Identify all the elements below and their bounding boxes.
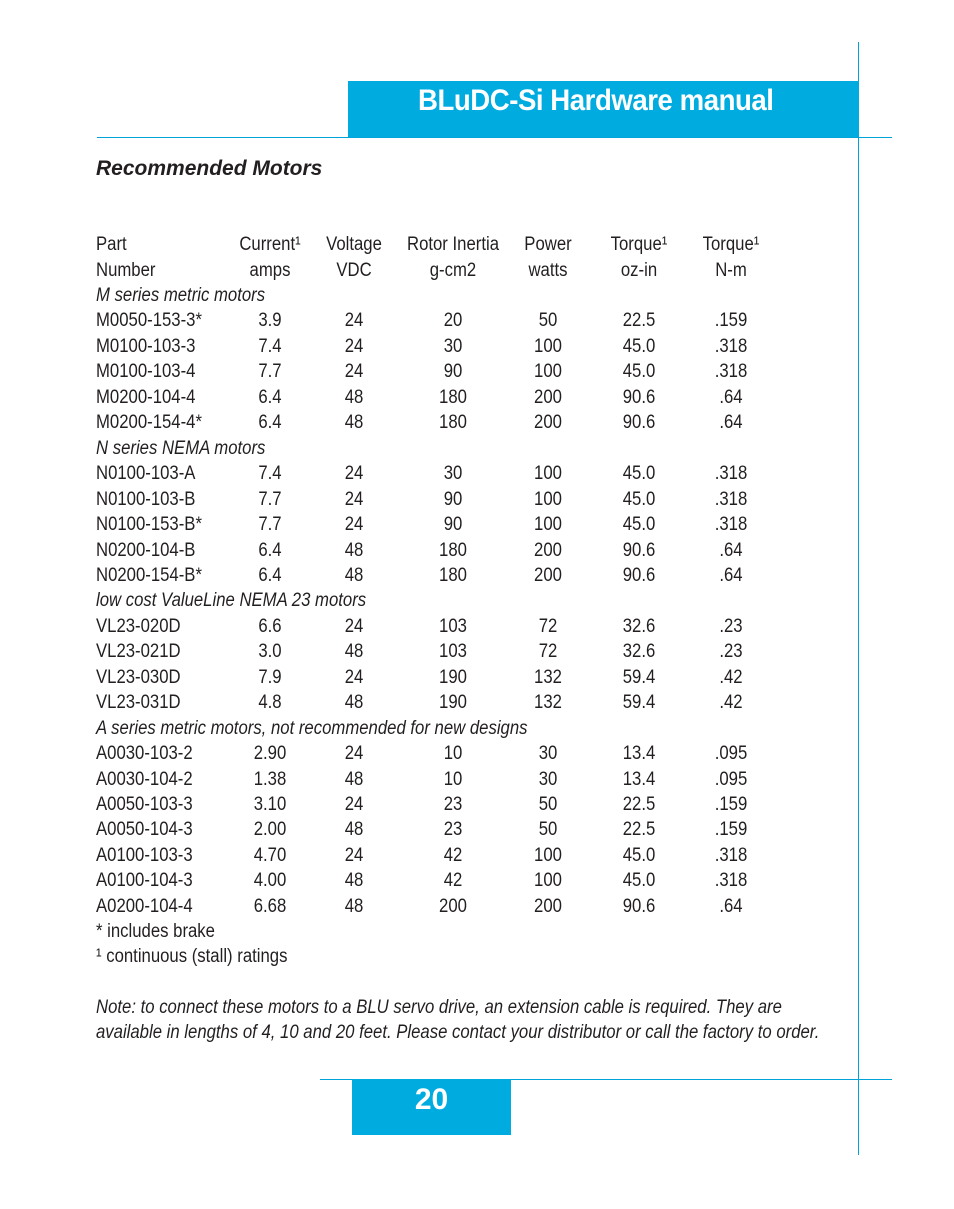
cell-part: A0050-104-3	[96, 819, 193, 840]
cell-torque-ozin: 45.0	[622, 870, 656, 891]
cell-torque-nm: .42	[719, 692, 743, 713]
cell-torque-ozin: 22.5	[622, 794, 656, 815]
group-label: low cost ValueLine NEMA 23 motors	[96, 590, 367, 611]
note-line-2: available in lengths of 4, 10 and 20 feet. Please contact your distributor or call the factory to order.	[96, 1022, 820, 1043]
cell-part: A0030-103-2	[96, 743, 193, 764]
column-header-torque-ozin-unit: oz-in	[620, 260, 658, 281]
cell-part: VL23-030D	[96, 667, 181, 688]
cell-current: 3.10	[253, 794, 287, 815]
cell-current: 6.4	[258, 412, 282, 433]
cell-torque-nm: .159	[714, 310, 748, 331]
cell-power: 100	[534, 870, 562, 891]
cell-torque-ozin: 13.4	[622, 743, 656, 764]
cell-power: 200	[534, 896, 562, 917]
cell-voltage: 48	[344, 641, 364, 662]
cell-power: 200	[534, 412, 562, 433]
cell-current: 4.8	[258, 692, 282, 713]
cell-torque-nm: .64	[719, 565, 743, 586]
cell-part: N0100-153-B*	[96, 514, 202, 535]
cell-power: 72	[538, 616, 558, 637]
cell-inertia: 23	[443, 794, 463, 815]
cell-part: VL23-031D	[96, 692, 181, 713]
cell-inertia: 90	[443, 514, 463, 535]
cell-torque-nm: .23	[719, 616, 743, 637]
cell-current: 6.68	[253, 896, 287, 917]
group-label: N series NEMA motors	[96, 438, 266, 459]
cell-part: M0100-103-3	[96, 336, 196, 357]
cell-voltage: 48	[344, 387, 364, 408]
cell-voltage: 24	[344, 794, 364, 815]
cell-inertia: 30	[443, 463, 463, 484]
cell-part: A0050-103-3	[96, 794, 193, 815]
group-label: M series metric motors	[96, 285, 266, 306]
cell-voltage: 48	[344, 896, 364, 917]
cell-inertia: 180	[439, 387, 467, 408]
cell-inertia: 103	[439, 616, 467, 637]
cell-part: N0200-104-B	[96, 540, 196, 561]
cell-inertia: 90	[443, 489, 463, 510]
column-header-voltage-unit: VDC	[336, 260, 372, 281]
cell-torque-nm: .64	[719, 540, 743, 561]
cell-torque-ozin: 45.0	[622, 514, 656, 535]
cell-power: 100	[534, 463, 562, 484]
cell-voltage: 24	[344, 616, 364, 637]
cell-torque-ozin: 59.4	[622, 667, 656, 688]
column-header-current-unit: amps	[249, 260, 291, 281]
cell-voltage: 24	[344, 743, 364, 764]
cell-power: 100	[534, 489, 562, 510]
cell-inertia: 30	[443, 336, 463, 357]
cell-current: 3.0	[258, 641, 282, 662]
cell-torque-ozin: 32.6	[622, 641, 656, 662]
cell-torque-nm: .318	[714, 361, 748, 382]
cell-torque-ozin: 45.0	[622, 489, 656, 510]
cell-current: 2.90	[253, 743, 287, 764]
cell-power: 100	[534, 845, 562, 866]
cell-inertia: 10	[443, 743, 463, 764]
cell-torque-nm: .64	[719, 387, 743, 408]
cell-inertia: 200	[439, 896, 467, 917]
cell-current: 4.00	[253, 870, 287, 891]
cell-part: VL23-021D	[96, 641, 181, 662]
cell-inertia: 180	[439, 412, 467, 433]
cell-power: 100	[534, 336, 562, 357]
cell-power: 100	[534, 514, 562, 535]
cell-current: 3.9	[258, 310, 282, 331]
cell-power: 200	[534, 565, 562, 586]
cell-current: 6.4	[258, 540, 282, 561]
cell-inertia: 42	[443, 845, 463, 866]
cell-torque-ozin: 45.0	[622, 463, 656, 484]
cell-inertia: 180	[439, 565, 467, 586]
cell-power: 100	[534, 361, 562, 382]
cell-torque-ozin: 45.0	[622, 361, 656, 382]
cell-power: 200	[534, 387, 562, 408]
cell-torque-nm: .318	[714, 514, 748, 535]
cell-torque-nm: .64	[719, 896, 743, 917]
cell-current: 4.70	[253, 845, 287, 866]
cell-current: 7.4	[258, 336, 282, 357]
cell-voltage: 48	[344, 819, 364, 840]
cell-part: A0200-104-4	[96, 896, 193, 917]
cell-torque-nm: .159	[714, 794, 748, 815]
column-header-inertia: Rotor Inertia	[406, 234, 499, 255]
cell-voltage: 24	[344, 310, 364, 331]
cell-part: A0100-103-3	[96, 845, 193, 866]
cell-current: 2.00	[253, 819, 287, 840]
cell-voltage: 24	[344, 463, 364, 484]
cell-power: 72	[538, 641, 558, 662]
cell-voltage: 24	[344, 361, 364, 382]
cell-torque-nm: .42	[719, 667, 743, 688]
cell-power: 132	[534, 692, 562, 713]
cell-torque-nm: .318	[714, 870, 748, 891]
cell-part: M0200-154-4*	[96, 412, 202, 433]
cell-inertia: 90	[443, 361, 463, 382]
column-header-torque-nm: Torque¹	[702, 234, 760, 255]
cell-torque-ozin: 90.6	[622, 540, 656, 561]
cell-voltage: 48	[344, 540, 364, 561]
cell-torque-ozin: 90.6	[622, 896, 656, 917]
cell-current: 7.9	[258, 667, 282, 688]
right-margin-rule	[858, 42, 859, 1155]
cell-current: 7.7	[258, 514, 282, 535]
cell-part: A0030-104-2	[96, 769, 193, 790]
cell-current: 6.4	[258, 565, 282, 586]
cell-current: 6.6	[258, 616, 282, 637]
cell-voltage: 48	[344, 692, 364, 713]
cell-inertia: 42	[443, 870, 463, 891]
cell-part: N0100-103-B	[96, 489, 196, 510]
column-header-torque-nm-unit: N-m	[715, 260, 747, 281]
column-header-voltage: Voltage	[326, 234, 382, 255]
page-title: BLuDC-Si Hardware manual	[418, 84, 774, 117]
cell-part: M0200-104-4	[96, 387, 196, 408]
cell-inertia: 23	[443, 819, 463, 840]
cell-torque-ozin: 32.6	[622, 616, 656, 637]
cell-current: 7.4	[258, 463, 282, 484]
cell-torque-ozin: 90.6	[622, 412, 656, 433]
cell-inertia: 20	[443, 310, 463, 331]
cell-inertia: 103	[439, 641, 467, 662]
cell-part: A0100-104-3	[96, 870, 193, 891]
cell-torque-nm: .318	[714, 489, 748, 510]
cell-power: 30	[538, 743, 558, 764]
cell-inertia: 190	[439, 667, 467, 688]
cell-inertia: 190	[439, 692, 467, 713]
cell-torque-ozin: 45.0	[622, 336, 656, 357]
footnote-stall: ¹ continuous (stall) ratings	[96, 946, 288, 967]
cell-part: M0050-153-3*	[96, 310, 202, 331]
group-label: A series metric motors, not recommended for new designs	[96, 718, 528, 739]
cell-torque-nm: .318	[714, 463, 748, 484]
cell-torque-ozin: 90.6	[622, 565, 656, 586]
cell-part: M0100-103-4	[96, 361, 196, 382]
cell-current: 6.4	[258, 387, 282, 408]
cell-power: 50	[538, 310, 558, 331]
cell-voltage: 48	[344, 769, 364, 790]
cell-torque-ozin: 22.5	[622, 310, 656, 331]
cell-part: VL23-020D	[96, 616, 181, 637]
cell-torque-nm: .095	[714, 769, 748, 790]
cell-torque-nm: .64	[719, 412, 743, 433]
cell-part: N0100-103-A	[96, 463, 196, 484]
cell-torque-nm: .095	[714, 743, 748, 764]
cell-power: 50	[538, 819, 558, 840]
cell-torque-nm: .23	[719, 641, 743, 662]
cell-part: N0200-154-B*	[96, 565, 202, 586]
cell-voltage: 48	[344, 870, 364, 891]
cell-power: 200	[534, 540, 562, 561]
cell-voltage: 24	[344, 336, 364, 357]
cell-torque-ozin: 59.4	[622, 692, 656, 713]
cell-torque-nm: .159	[714, 819, 748, 840]
cell-torque-ozin: 13.4	[622, 769, 656, 790]
cell-power: 132	[534, 667, 562, 688]
column-header-inertia-unit: g-cm2	[429, 260, 477, 281]
cell-power: 50	[538, 794, 558, 815]
cell-inertia: 180	[439, 540, 467, 561]
cell-inertia: 10	[443, 769, 463, 790]
cell-current: 7.7	[258, 361, 282, 382]
cell-torque-ozin: 45.0	[622, 845, 656, 866]
cell-torque-ozin: 90.6	[622, 387, 656, 408]
column-header-torque-ozin: Torque¹	[610, 234, 668, 255]
cell-torque-nm: .318	[714, 845, 748, 866]
cell-torque-nm: .318	[714, 336, 748, 357]
cell-voltage: 24	[344, 489, 364, 510]
cell-voltage: 24	[344, 667, 364, 688]
column-header-current: Current¹	[239, 234, 301, 255]
note-line-1: Note: to connect these motors to a BLU servo drive, an extension cable is required. They are	[96, 997, 782, 1018]
column-header-power: Power	[524, 234, 572, 255]
cell-torque-ozin: 22.5	[622, 819, 656, 840]
cell-voltage: 24	[344, 514, 364, 535]
section-title: Recommended Motors	[96, 157, 323, 180]
column-header-power-unit: watts	[528, 260, 568, 281]
cell-voltage: 48	[344, 565, 364, 586]
header-rule	[97, 137, 892, 138]
column-header-part: Part	[96, 234, 127, 255]
cell-voltage: 48	[344, 412, 364, 433]
cell-current: 7.7	[258, 489, 282, 510]
cell-current: 1.38	[253, 769, 287, 790]
cell-power: 30	[538, 769, 558, 790]
column-header-part-unit: Number	[96, 260, 156, 281]
page-number: 20	[414, 1083, 449, 1116]
footnote-brake: * includes brake	[96, 921, 215, 942]
cell-voltage: 24	[344, 845, 364, 866]
